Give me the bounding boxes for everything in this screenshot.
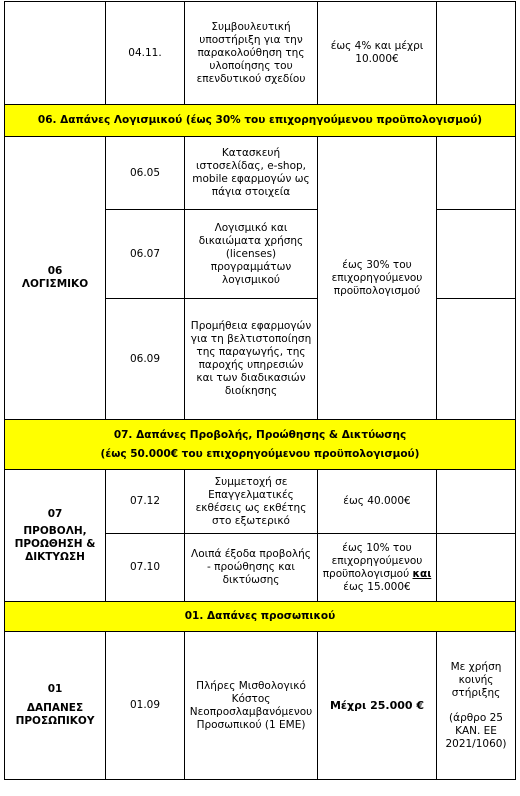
note-cell-empty [437,2,516,105]
item-description: Κατασκευή ιστοσελίδας, e-shop, mobile εφαρμογών ως πάγια στοιχεία [185,137,318,210]
item-description: Συμμετοχή σε Επαγγελματικές εκθέσεις ως εκθέτης στο εξωτερικό [185,470,318,534]
item-description: Προμήθεια εφαρμογών για τη βελτιστοποίηση της παραγωγής, της παροχής υπηρεσιών και των διαδικασιών διοίκησης [185,299,318,420]
category-code: 01 [47,683,63,695]
table-row-06-05 [5,137,516,210]
item-description: Συμβουλευτική υποστήριξη για την παρακολούθηση της υλοποίησης του επενδυτικού σχεδίου [185,2,318,105]
item-amount [318,534,437,602]
note-cell-empty [437,470,516,534]
category-code: 07 [47,507,63,520]
category-cell-promotion [5,470,106,602]
item-amount: Μέχρι 25.000 € [318,632,437,780]
table-row-01-09 [5,632,516,780]
category-cell-empty [5,2,106,105]
item-code: 06.05 [106,137,185,210]
category-name: ΛΟΓΙΣΜΙΚΟ [21,278,89,290]
note-cell-empty [437,137,516,210]
note-line-2: (άρθρο 25 ΚΑΝ. ΕΕ 2021/1060) [445,711,507,750]
category-code: 06 [47,265,63,277]
item-code: 01.09 [106,632,185,780]
item-code: 07.12 [106,470,185,534]
item-code: 06.09 [106,299,185,420]
item-code: 06.07 [106,210,185,299]
table-row-04-11 [5,2,516,105]
item-description: Πλήρες Μισθολογικό Κόστος Νεοπροσλαμβανόμενου Προσωπικού (1 ΕΜΕ) [185,632,318,780]
section-header-row-promotion [5,420,516,470]
table-row-07-12 [5,470,516,534]
software-amount: έως 30% του επιχορηγούμενου προϋπολογισμού [318,137,437,420]
note-cell-empty [437,534,516,602]
amount-part-2: έως 15.000€ [343,580,411,593]
item-code: 07.10 [106,534,185,602]
category-cell-software [5,137,106,420]
item-description: Λοιπά έξοδα προβολής - προώθησης και δικτύωσης [185,534,318,602]
item-description: Λογισμικό και δικαιώματα χρήσης (licenses) προγραμμάτων λογισμικού [185,210,318,299]
section-header-row-software [5,105,516,137]
note-cell [437,632,516,780]
amount-part-1: έως 10% του επιχορηγούμενου προϋπολογισμού [322,541,423,580]
amount-conjunction: και [412,567,432,580]
note-cell-empty [437,299,516,420]
item-code: 04.11. [106,2,185,105]
budget-table [4,1,516,780]
section-header-promotion [5,420,516,470]
item-amount: έως 4% και μέχρι 10.000€ [318,2,437,105]
section-header-software: 06. Δαπάνες Λογισμικού (έως 30% του επιχορηγούμενου προϋπολογισμού) [5,105,516,137]
category-name: ΔΑΠΑΝΕΣ ΠΡΟΣΩΠΙΚΟΥ [15,702,95,727]
section-header-line-1: 07. Δαπάνες Προβολής, Προώθησης & Δικτύωσης [113,428,407,441]
category-name: ΠΡΟΒΟΛΗ, ΠΡΟΩΘΗΣΗ & ΔΙΚΤΥΩΣΗ [14,524,96,563]
note-line-1: Με χρήση κοινής στήριξης [450,660,502,699]
section-header-personnel: 01. Δαπάνες προσωπικού [5,602,516,632]
note-cell-empty [437,210,516,299]
category-cell-personnel [5,632,106,780]
section-header-line-2: (έως 50.000€ του επιχορηγούμενου προϋπολογισμού) [100,447,420,460]
item-amount: έως 40.000€ [318,470,437,534]
section-header-row-personnel [5,602,516,632]
